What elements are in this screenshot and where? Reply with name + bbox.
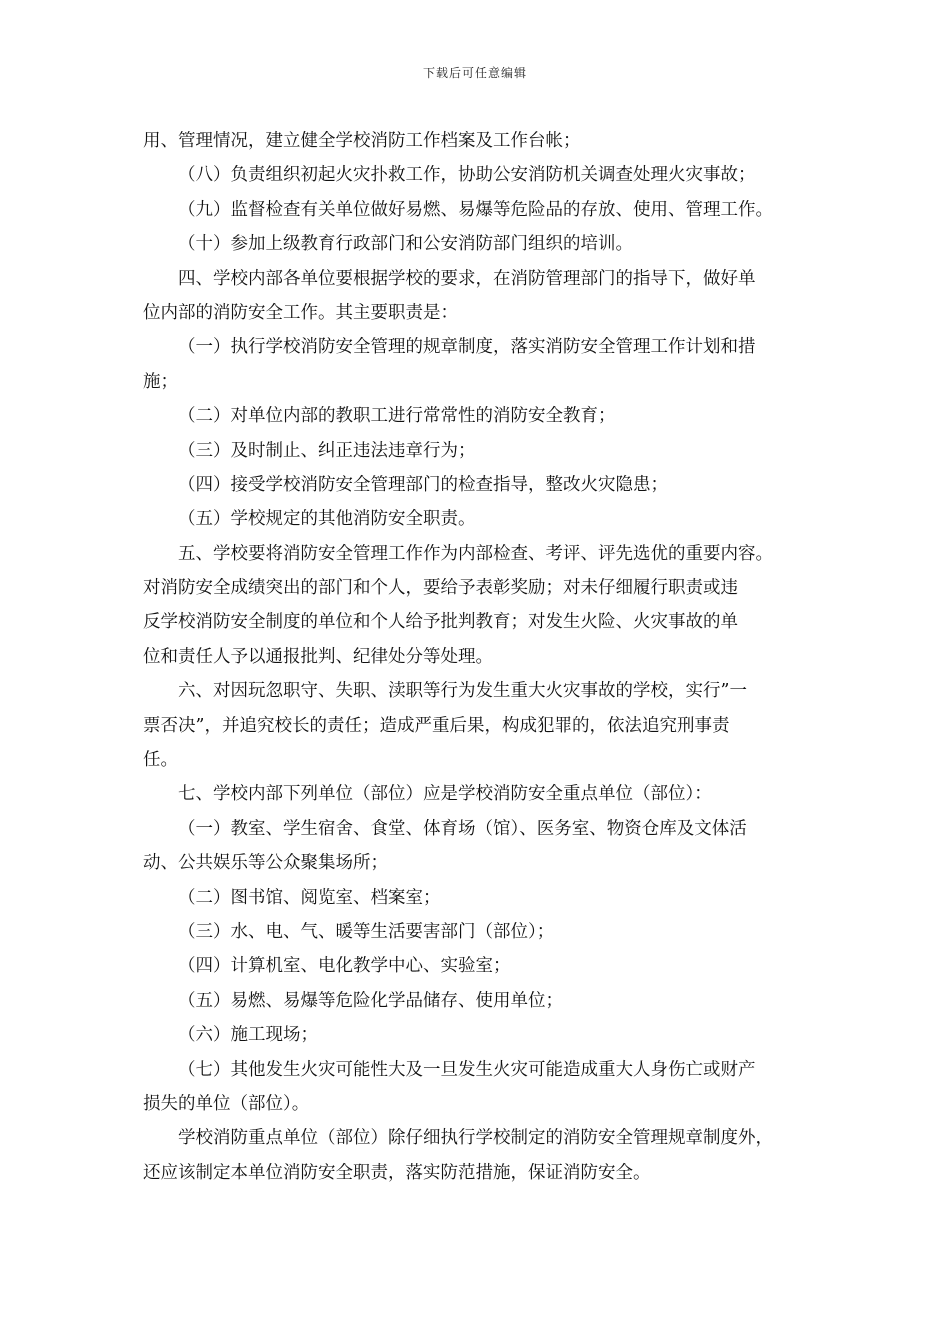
text-line: 对消防安全成绩突出的部门和个人，要给予表彰奖励；对未仔细履行职责或违 — [143, 578, 738, 599]
text-line: 还应该制定本单位消防安全职责，落实防范措施，保证消防安全。 — [143, 1162, 651, 1183]
text-line: （十）参加上级教育行政部门和公安消防部门组织的培训。 — [178, 234, 633, 255]
text-line: （二）图书馆、阅览室、档案室； — [178, 887, 441, 908]
text-line: （八）负责组织初起火灾扑救工作，协助公安消防机关调查处理火灾事故； — [178, 165, 756, 186]
text-line: （五）学校规定的其他消防安全职责。 — [178, 509, 476, 530]
text-line: （六）施工现场； — [178, 1025, 318, 1046]
text-line: （五）易燃、易爆等危险化学品储存、使用单位； — [178, 990, 563, 1011]
text-line: （一）教室、学生宿舍、食堂、体育场（馆）、医务室、物资仓库及文体活 — [178, 818, 747, 839]
text-line: 动、公共娱乐等公众聚集场所； — [143, 853, 388, 874]
text-line: 损失的单位（部位）。 — [143, 1093, 310, 1114]
text-line: （七）其他发生火灾可能性大及一旦发生火灾可能造成重大人身伤亡或财产 — [178, 1059, 756, 1080]
text-line: （二）对单位内部的教职工进行常常性的消防安全教育； — [178, 406, 616, 427]
text-line: 五、学校要将消防安全管理工作作为内部检查、考评、评先选优的重要内容。 — [178, 543, 773, 564]
text-line: 学校消防重点单位（部位）除仔细执行学校制定的消防安全管理规章制度外， — [178, 1128, 773, 1149]
document-body — [143, 124, 808, 1190]
text-line: 六、对因玩忽职守、失职、渎职等行为发生重大火灾事故的学校，实行”一 — [178, 681, 747, 702]
text-line: 四、学校内部各单位要根据学校的要求，在消防管理部门的指导下，做好单 — [178, 268, 756, 289]
text-line: 位内部的消防安全工作。其主要职责是： — [143, 302, 458, 323]
text-line: （一）执行学校消防安全管理的规章制度，落实消防安全管理工作计划和措 — [178, 337, 756, 358]
text-line: 七、学校内部下列单位（部位）应是学校消防安全重点单位（部位）： — [178, 784, 712, 805]
page-header: 下载后可任意编辑 — [422, 66, 527, 80]
text-line: （四）计算机室、电化教学中心、实验室； — [178, 956, 511, 977]
text-line: 位和责任人予以通报批判、纪律处分等处理。 — [143, 646, 493, 667]
text-line: （九）监督检查有关单位做好易燃、易爆等危险品的存放、使用、管理工作。 — [178, 199, 773, 220]
text-line: 用、管理情况，建立健全学校消防工作档案及工作台帐； — [143, 131, 581, 151]
text-line: （三）及时制止、纠正违法违章行为； — [178, 440, 476, 461]
text-line: 票否决”，并追究校长的责任；造成严重后果，构成犯罪的，依法追究刑事责 — [143, 715, 730, 736]
text-line: 任。 — [143, 750, 178, 771]
text-line: （三）水、电、气、暖等生活要害部门（部位）； — [178, 921, 555, 942]
text-line: 反学校消防安全制度的单位和个人给予批判教育；对发生火险、火灾事故的单 — [143, 612, 738, 633]
text-line: （四）接受学校消防安全管理部门的检查指导，整改火灾隐患； — [178, 474, 668, 495]
text-line: 施； — [143, 371, 178, 392]
